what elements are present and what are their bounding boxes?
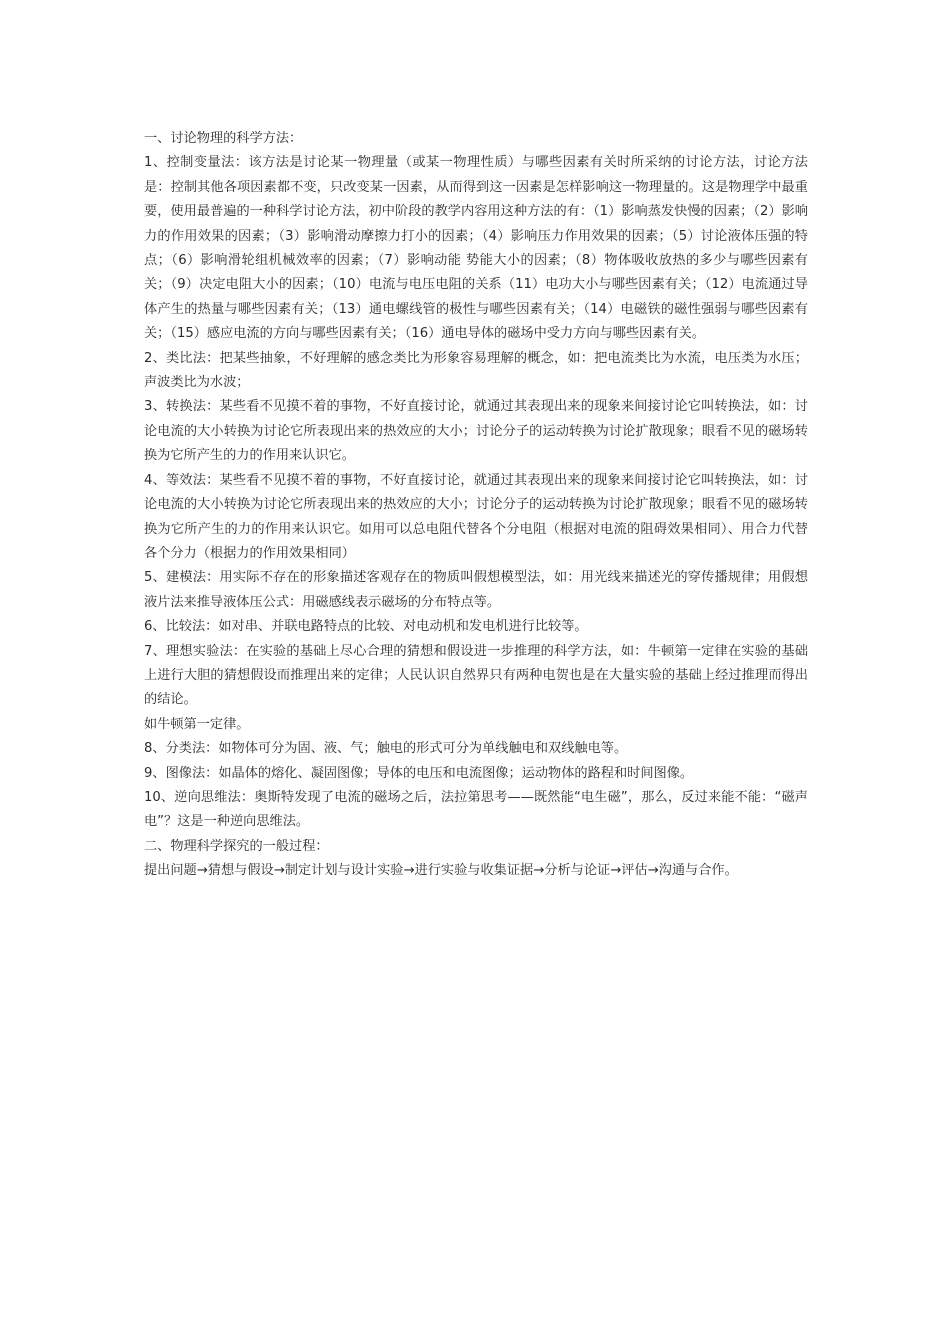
section-heading-research-methods: 一、讨论物理的科学方法： <box>144 131 303 146</box>
paragraph-conversion-method: 3、转换法：某些看不见摸不着的事物，不好直接讨论，就通过其表现出来的现象来间接讨论它叫转换法，如：讨论电流的大小转换为讨论它所表现出来的热效应的大小；讨论分子的运动转换为讨论扩散现象；眼看不见的磁场转换为它所产生的力的作用来认识它。 <box>144 399 808 464</box>
paragraph-analogy-method: 2、类比法：把某些抽象，不好理解的感念类比为形象容易理解的概念，如：把电流类比为水流，电压类为水压；声波类比为水波； <box>144 350 808 391</box>
paragraph-reverse-thinking-method: 10、逆向思维法：奥斯特发现了电流的磁场之后，法拉第思考——既然能“电生磁”，那么，反过来能不能：“磁声电”？这是一种逆向思维法。 <box>144 789 808 830</box>
paragraph-newton-first-law-note: 如牛顿第一定律。 <box>144 716 250 732</box>
paragraph-ideal-experiment-method: 7、理想实验法：在实验的基础上尽心合理的猜想和假设进一步推理的科学方法，如：牛顿第一定律在实验的基础上进行大胆的猜想假设而推理出来的定律；人民认识自然界只有两种电贺也是在大量实验的基础上经过推理而得出的结论。 <box>144 643 808 708</box>
paragraph-comparison-method: 6、比较法：如对串、并联电路特点的比较、对电动机和发电机进行比较等。 <box>144 619 588 635</box>
document-body <box>144 127 808 884</box>
paragraph-classification-method: 8、分类法：如物体可分为固、液、气；触电的形式可分为单线触电和双线触电等。 <box>144 741 628 757</box>
paragraph-equivalence-method: 4、等效法：某些看不见摸不着的事物，不好直接讨论，就通过其表现出来的现象来间接讨论它叫转换法，如：讨论电流的大小转换为讨论它所表现出来的热效应的大小；讨论分子的运动转换为讨论扩散现象；眼看不见的磁场转换为它所产生的力的作用来认识它。如用可以总电阻代替各个分电阻（根据对电流的阻碍效果相同）、用合力代替各个分力（根据力的作用效果相同） <box>144 472 808 561</box>
section-heading-inquiry-process: 二、物理科学探究的一般过程： <box>144 838 329 854</box>
paragraph-modeling-method: 5、建模法：用实际不存在的形象描述客观存在的物质叫假想模型法，如：用光线来描述光的穿传播规律；用假想液片法来推导液体压公式：用磁感线表示磁场的分布特点等。 <box>144 570 808 610</box>
paragraph-inquiry-steps: 提出问题→猜想与假设→制定计划与设计实验→进行实验与收集证据→分析与论证→评估→沟通与合作。 <box>144 863 738 879</box>
paragraph-graph-method: 9、图像法：如晶体的熔化、凝固图像；导体的电压和电流图像；运动物体的路程和时间图像。 <box>144 765 694 781</box>
paragraph-control-variable-method: 1、控制变量法：该方法是讨论某一物理量（或某一物理性质）与哪些因素有关时所采纳的讨论方法，讨论方法是：控制其他各项因素都不变，只改变某一因素，从而得到这一因素是怎样影响这一物理量的。这是物理学中最重要，使用最普遍的一种科学讨论方法，初中阶段的教学内容用这种方法的有：（1）影响蒸发快慢的因素；（2）影响力的作用效果的因素；（3）影响滑动摩擦力打小的因素；（4）影响压力作用效果的因素；（5）讨论液体压强的特点；（6）影响滑轮组机械效率的因素；（7）影响动能 势能大小的因素；（8）物体吸收放热的多少与哪些因素有关；（9）决定电阻大小的因素；（10）电流与电压电阻的关系（11）电功大小与哪些因素有关；（12）电流通过导体产生的热量与哪些因素有关；（13）通电螺线管的极性与哪些因素有关；（14）电磁铁的磁性强弱与哪些因素有关；（15）感应电流的方向与哪些因素有关；（16）通电导体的磁场中受力方向与哪些因素有关。 <box>144 155 808 342</box>
